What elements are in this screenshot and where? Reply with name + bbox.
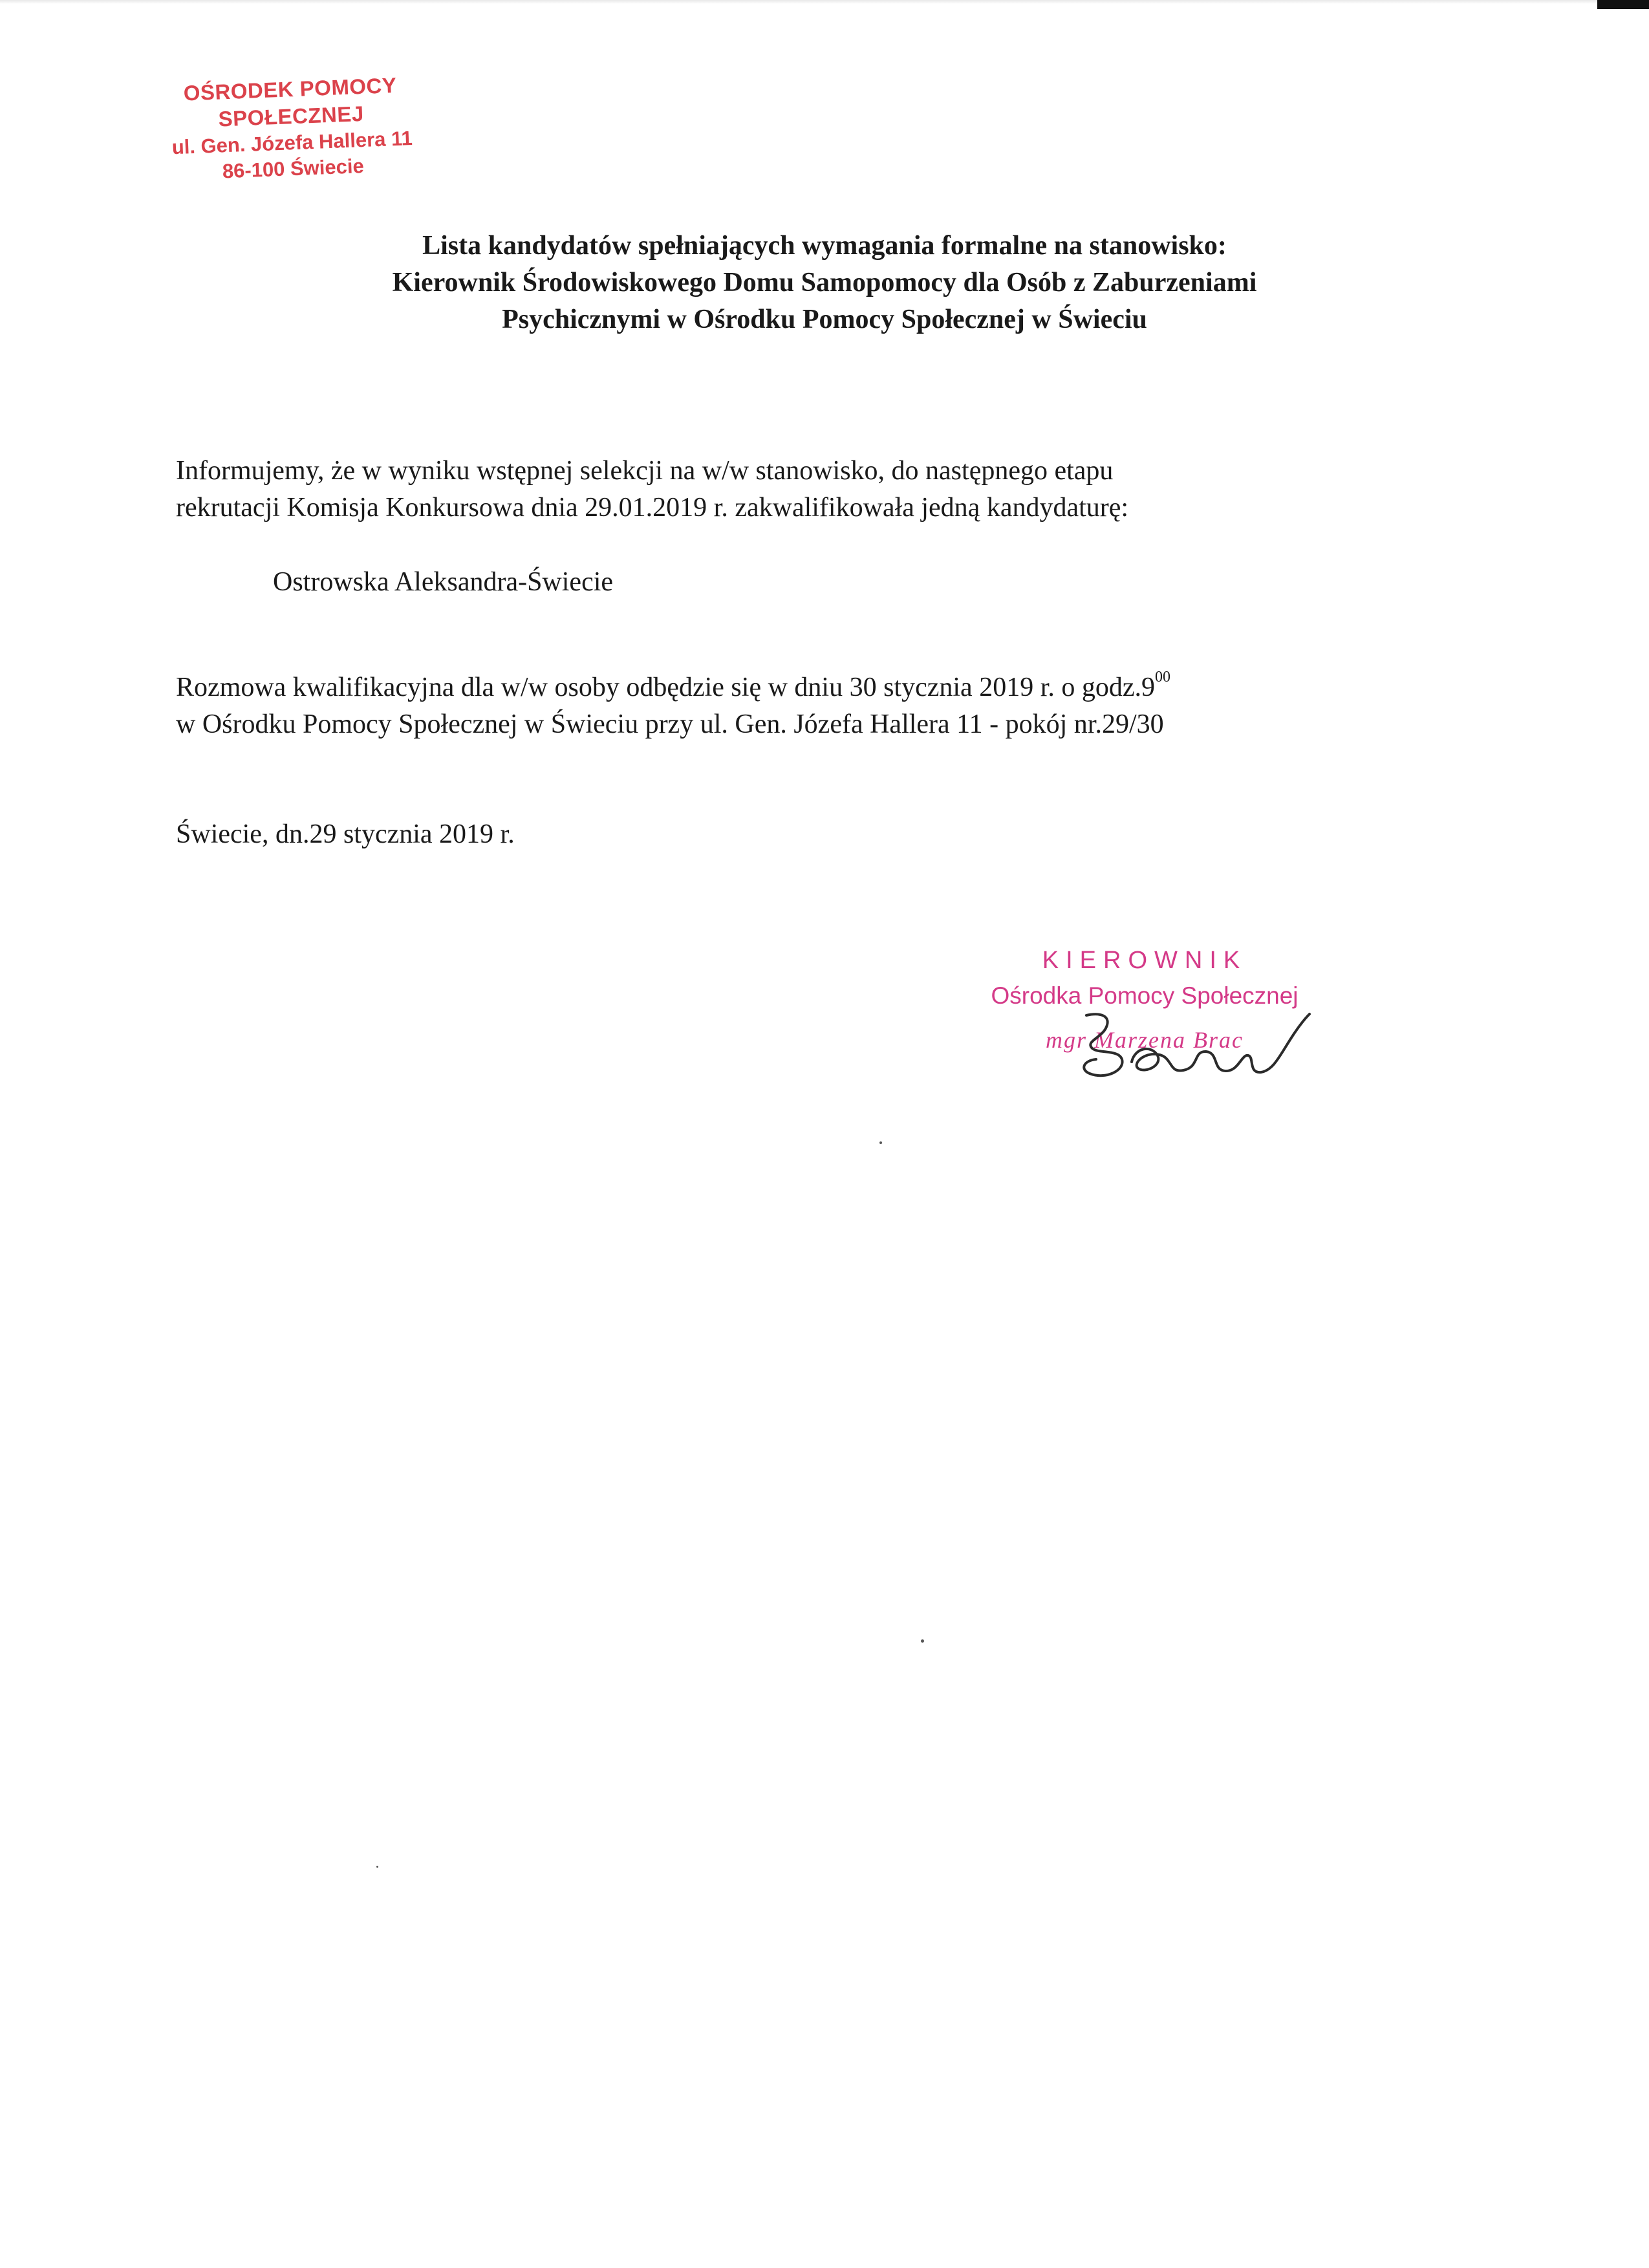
scan-speck bbox=[921, 1639, 924, 1643]
scan-speck bbox=[879, 1141, 882, 1144]
intro-paragraph bbox=[176, 453, 1400, 526]
interview-line-1 bbox=[176, 669, 1400, 706]
interview-line-2: w Ośrodku Pomocy Społecznej w Świeciu przy ul. Gen. Józefa Hallera 11 - pokój nr.29/30 bbox=[176, 709, 1164, 739]
intro-line-1: Informujemy, że w wyniku wstępnej selekcji na w/w stanowisko, do następnego etapu bbox=[176, 456, 1114, 486]
signature-stamp-name: mgr Marzena Brac bbox=[1046, 1027, 1244, 1053]
title-line-3: Psychicznymi w Ośrodku Pomocy Społecznej w Świeciu bbox=[502, 305, 1147, 334]
institution-stamp bbox=[109, 69, 475, 189]
signature-stamp-title: KIEROWNIK bbox=[1042, 947, 1247, 974]
scan-top-edge bbox=[0, 0, 1597, 4]
title-line-1: Lista kandydatów spełniających wymagania formalne na stanowisko: bbox=[422, 231, 1227, 261]
place-date-line: Świecie, dn.29 stycznia 2019 r. bbox=[176, 819, 515, 849]
interview-paragraph bbox=[176, 669, 1400, 743]
document-title bbox=[194, 228, 1455, 338]
stamp-institution-name: OŚRODEK POMOCY SPOŁECZNEJ bbox=[183, 72, 398, 131]
candidate-name: Ostrowska Aleksandra-Świecie bbox=[273, 567, 614, 597]
scan-corner-mark bbox=[1597, 0, 1649, 9]
handwritten-signature bbox=[1061, 1009, 1319, 1106]
interview-time-minutes: 00 bbox=[1155, 669, 1171, 686]
stamp-street-address: ul. Gen. Józefa Hallera 11 bbox=[171, 127, 413, 159]
interview-line-1-text: Rozmowa kwalifikacyjna dla w/w osoby odbędzie się w dniu 30 stycznia 2019 r. o godz.9 bbox=[176, 673, 1156, 702]
signature-stamp-institution: Ośrodka Pomocy Społecznej bbox=[991, 982, 1299, 1009]
scan-speck bbox=[376, 1866, 378, 1868]
stamp-postal-city: 86-100 Świecie bbox=[222, 155, 365, 183]
title-line-2: Kierownik Środowiskowego Domu Samopomocy dla Osób z Zaburzeniami bbox=[392, 268, 1257, 297]
intro-line-2: rekrutacji Komisja Konkursowa dnia 29.01.2019 r. zakwalifikowała jedną kandydaturę: bbox=[176, 493, 1129, 523]
